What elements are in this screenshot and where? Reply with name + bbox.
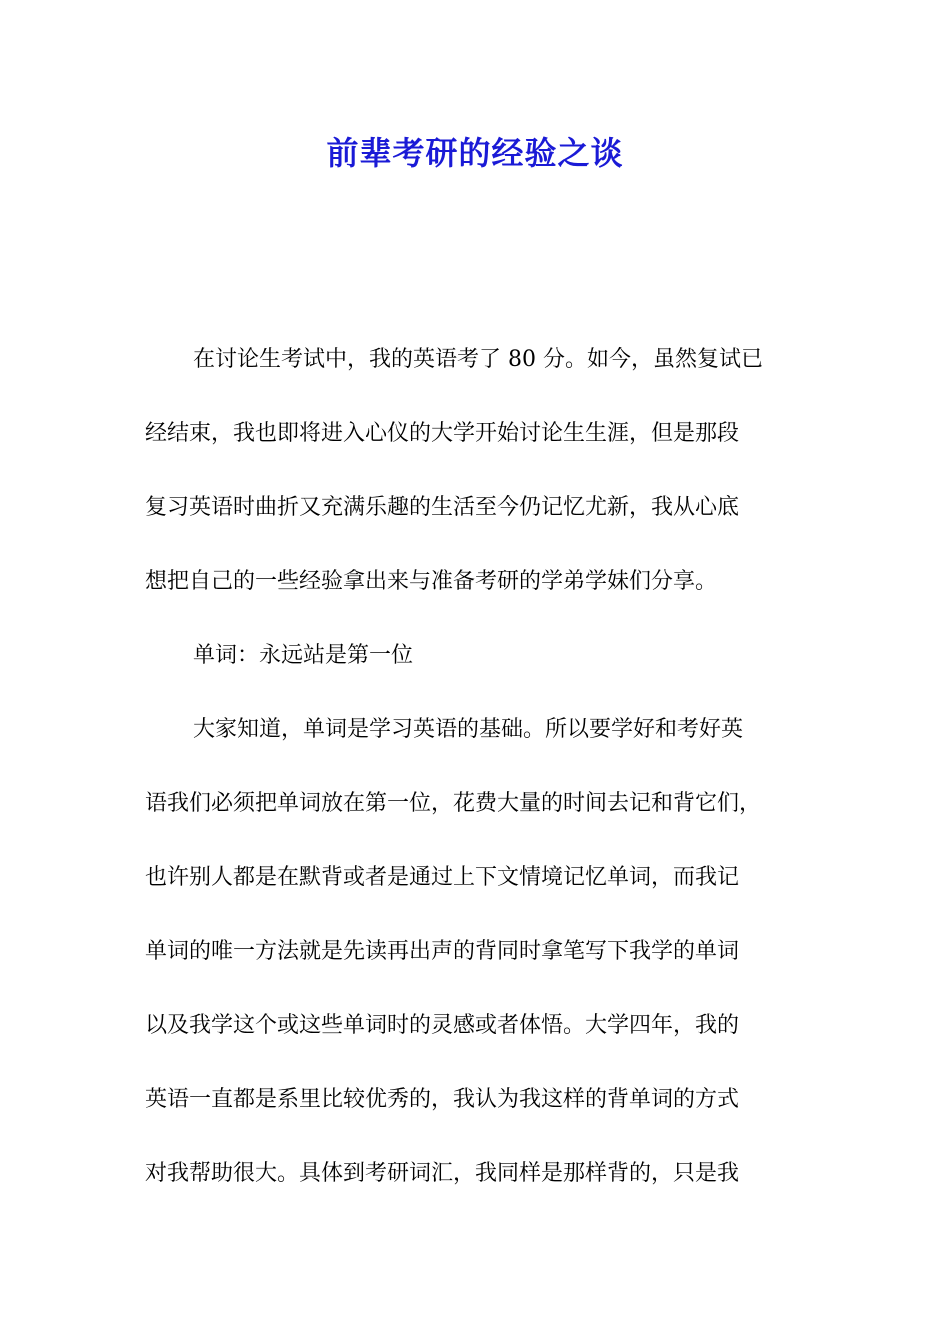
- paragraph-line: 单词的唯一方法就是先读再出声的背同时拿笔写下我学的单词: [145, 939, 740, 964]
- paragraph-line: 以及我学这个或这些单词时的灵感或者体悟。大学四年，我的: [145, 1013, 740, 1038]
- paragraph-line: 也许别人都是在默背或者是通过上下文情境记忆单词，而我记: [145, 865, 740, 890]
- paragraph-line: 复习英语时曲折又充满乐趣的生活至今仍记忆尤新，我从心底: [145, 495, 740, 520]
- document-title: 前辈考研的经验之谈: [326, 134, 624, 172]
- paragraph-line: 大家知道，单词是学习英语的基础。所以要学好和考好英: [193, 717, 744, 742]
- paragraph-line: 在讨论生考试中，我的英语考了 80 分。如今，虽然复试已: [193, 347, 763, 372]
- paragraph-line: 对我帮助很大。具体到考研词汇，我同样是那样背的，只是我: [145, 1161, 740, 1186]
- document-body: [145, 336, 825, 1224]
- paragraph-line: 想把自己的一些经验拿出来与准备考研的学弟学妹们分享。: [145, 569, 718, 594]
- section-heading: 单词：永远站是第一位: [193, 643, 414, 668]
- paragraph-line: 英语一直都是系里比较优秀的，我认为我这样的背单词的方式: [145, 1087, 740, 1112]
- paragraph-line: 语我们必须把单词放在第一位，花费大量的时间去记和背它们，: [145, 791, 762, 816]
- paragraph-line: 经结束，我也即将进入心仪的大学开始讨论生生涯，但是那段: [145, 421, 740, 446]
